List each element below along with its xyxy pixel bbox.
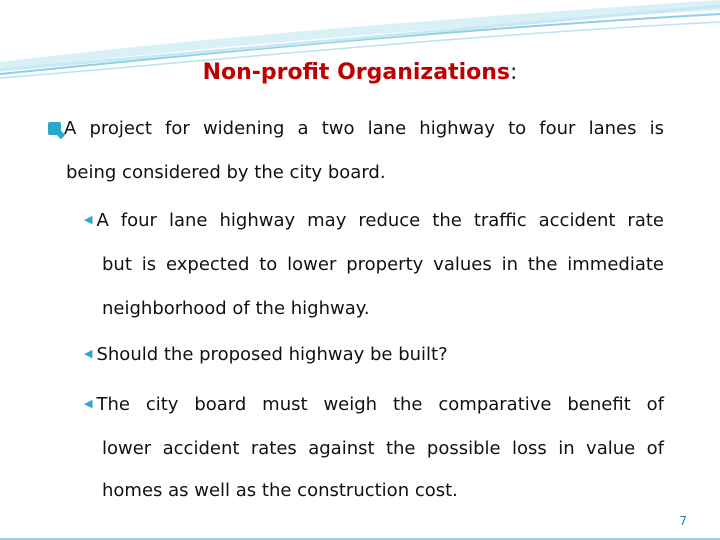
main-bullet-line-2 [66,162,664,183]
sub-bullet-2-line-1 [84,344,664,365]
main-bullet-line-1 [48,118,664,139]
triangle-bullet-icon: ◀ [84,347,93,360]
main-bullet-text-2: being considered by the city board. [66,162,386,183]
sub-bullet-1-text-2: but is expected to lower property values in the immediate [102,254,664,275]
slide-title [0,60,720,85]
title-colon: : [510,60,518,85]
sub-bullet-3-text-1: The city board must weigh the comparative benefit of [96,394,664,415]
q-square-bullet-icon [48,122,61,135]
triangle-bullet-icon: ◀ [84,397,93,410]
title-text: Non-profit Organizations [202,60,511,85]
sub-bullet-1-line-3 [102,298,664,319]
sub-bullet-1-text-3: neighborhood of the highway. [102,298,370,319]
sub-bullet-3-line-1 [84,394,664,415]
sub-bullet-3-line-2 [102,438,664,459]
sub-bullet-3-text-3: homes as well as the construction cost. [102,480,458,501]
sub-bullet-3-line-3 [102,480,664,501]
sub-bullet-2-text-1: Should the proposed highway be built? [96,344,448,365]
sub-bullet-1-line-1 [84,210,664,231]
main-bullet-text-1: A project for widening a two lane highway to four lanes is [64,118,664,139]
page-number: 7 [679,514,687,528]
triangle-bullet-icon: ◀ [84,213,93,226]
sub-bullet-3-text-2: lower accident rates against the possible loss in value of [102,438,664,459]
sub-bullet-1-line-2 [102,254,664,275]
sub-bullet-1-text-1: A four lane highway may reduce the traffic accident rate [96,210,664,231]
